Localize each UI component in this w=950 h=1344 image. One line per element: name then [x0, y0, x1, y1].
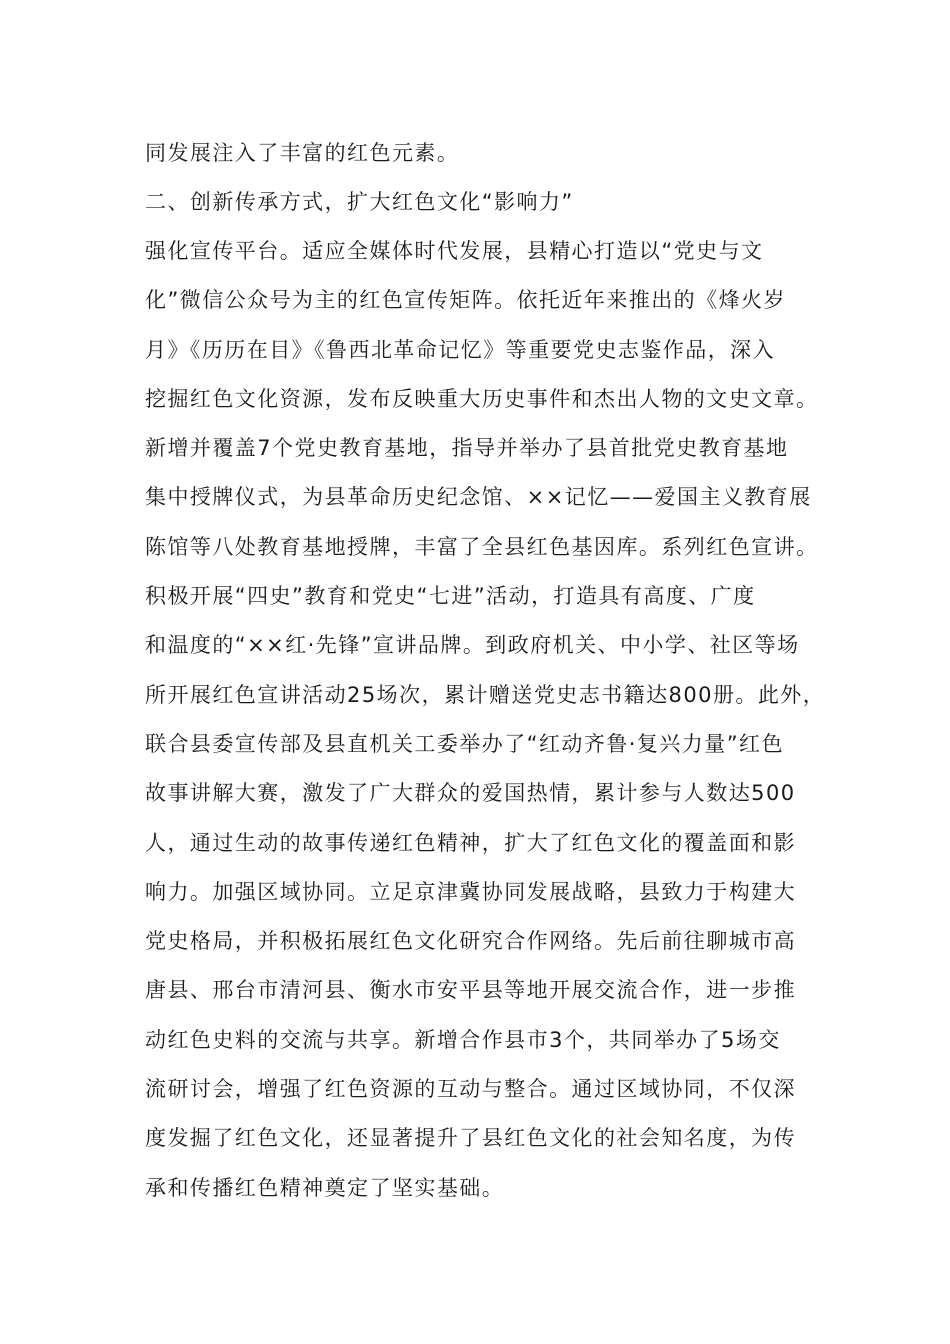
- body-text-line: 积极开展“四史”教育和党史“七进”活动，打造具有高度、广度: [145, 584, 756, 608]
- body-text-line: 度发掘了红色文化，还显著提升了县红色文化的社会知名度，为传: [145, 1126, 797, 1150]
- body-text-line: 陈馆等八处教育基地授牌，丰富了全县红色基因库。系列红色宣讲。: [145, 535, 819, 559]
- paragraph-continuation-line: 同发展注入了丰富的红色元素。: [145, 141, 460, 165]
- body-text-line: 人，通过生动的故事传递红色精神，扩大了红色文化的覆盖面和影: [145, 831, 797, 855]
- body-text-line: 承和传播红色精神奠定了坚实基础。: [145, 1176, 505, 1200]
- body-text-line: 月》《历历在目》《鲁西北革命记忆》等重要党史志鉴作品，深入: [145, 338, 776, 362]
- body-text-line: 动红色史料的交流与共享。新增合作县市3个，共同举办了5场交: [145, 1028, 781, 1052]
- body-text-line: 挖掘红色文化资源，发布反映重大历史事件和杰出人物的文史文章。: [145, 387, 819, 411]
- body-text-line: 所开展红色宣讲活动25场次，累计赠送党史志书籍达800册。此外，: [145, 683, 826, 707]
- body-text-line: 联合县委宣传部及县直机关工委举办了“红动齐鲁·复兴力量”红色: [145, 732, 784, 756]
- body-text-line: 故事讲解大赛，激发了广大群众的爱国热情，累计参与人数达500: [145, 781, 796, 805]
- body-text-line: 化”微信公众号为主的红色宣传矩阵。依托近年来推出的《烽火岁: [145, 288, 786, 312]
- body-text-line: 新增并覆盖7个党史教育基地，指导并举办了县首批党史教育基地: [145, 436, 789, 460]
- body-text-line: 党史格局，并积极拓展红色文化研究合作网络。先后前往聊城市高: [145, 929, 797, 953]
- body-text-line: 响力。加强区域协同。立足京津冀协同发展战略，县致力于构建大: [145, 880, 797, 904]
- section-heading: 二、创新传承方式，扩大红色文化“影响力”: [145, 190, 574, 214]
- body-text-line: 强化宣传平台。适应全媒体时代发展，县精心打造以“党史与文: [145, 239, 764, 263]
- body-text-line: 流研讨会，增强了红色资源的互动与整合。通过区域协同，不仅深: [145, 1077, 797, 1101]
- body-text-line: 和温度的“××红·先锋”宣讲品牌。到政府机关、中小学、社区等场: [145, 633, 800, 657]
- body-text-line: 唐县、邢台市清河县、衡水市安平县等地开展交流合作，进一步推: [145, 978, 797, 1002]
- body-text-line: 集中授牌仪式，为县革命历史纪念馆、××记忆——爱国主义教育展: [145, 485, 812, 509]
